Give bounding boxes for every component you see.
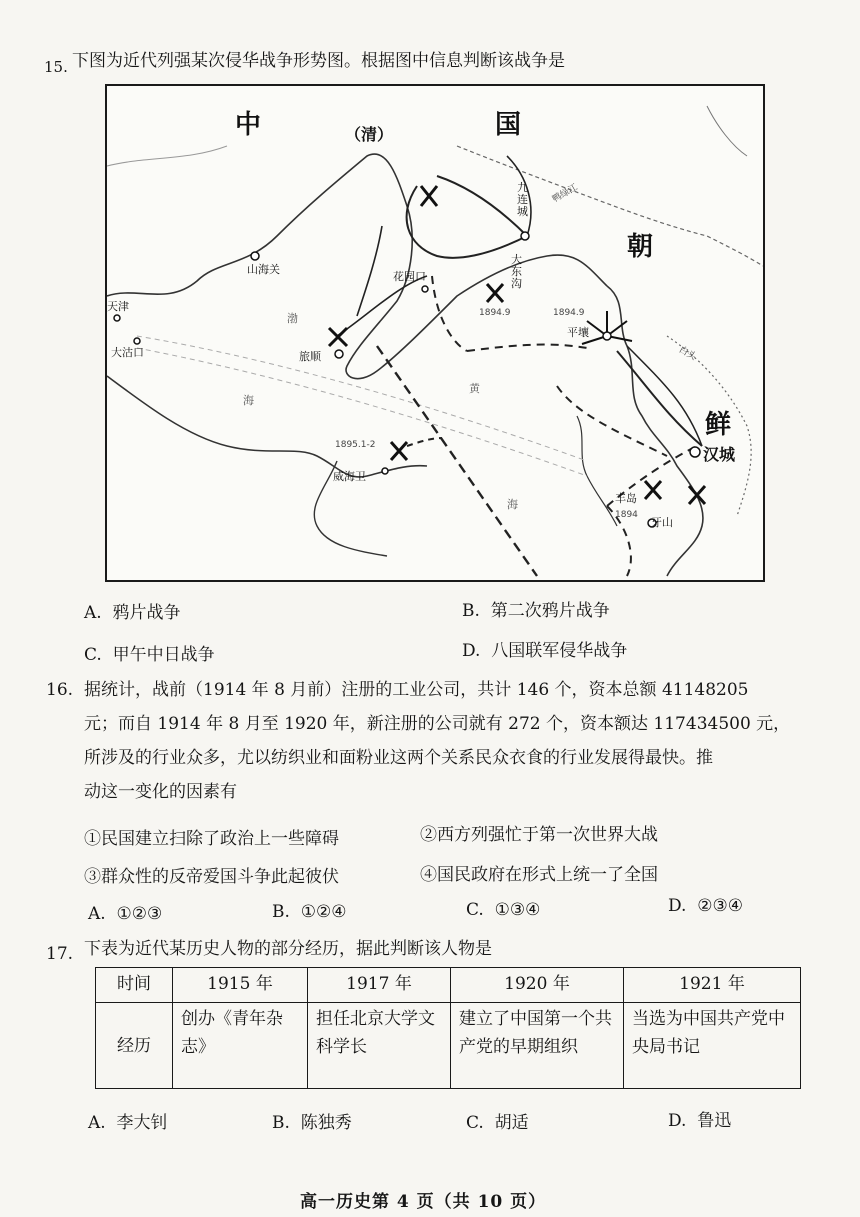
- q15-option-a-text: 鸦片战争: [112, 603, 181, 623]
- q17-option-b[interactable]: [272, 1108, 352, 1133]
- q15-option-c-letter: C.: [84, 645, 102, 665]
- q17-option-c[interactable]: [466, 1108, 529, 1133]
- q15-option-b-text: 第二次鸦片战争: [490, 601, 610, 621]
- war-situation-map: [105, 84, 765, 582]
- q15-option-b-letter: B.: [462, 601, 480, 621]
- q17-option-d-letter: D.: [668, 1111, 687, 1131]
- q16-stem: [84, 673, 804, 809]
- map-label-jiuliancheng: 九连城: [517, 181, 528, 218]
- q16-option-d-text: ②③④: [697, 896, 743, 916]
- table-row: [96, 1003, 801, 1089]
- map-label-weihaiwei: 威海卫: [333, 470, 366, 483]
- map-label-china: 中: [235, 110, 262, 140]
- q17-option-d[interactable]: [668, 1106, 731, 1131]
- map-label-tianjin: 天津: [107, 300, 129, 313]
- map-label-xian: 鲜: [705, 410, 732, 440]
- table-header-cell: 1917 年: [308, 968, 451, 1003]
- q16-option-d-letter: D.: [668, 896, 687, 916]
- q17-stem: 下表为近代某历史人物的部分经历，据此判断该人物是: [84, 939, 492, 959]
- q16-option-a-letter: A.: [88, 904, 106, 924]
- q15-option-a[interactable]: [84, 598, 181, 623]
- map-label-shanhaiguan: 山海关: [247, 263, 280, 276]
- q15-number: 15.: [44, 58, 68, 76]
- q17-option-a-text: 李大钊: [116, 1113, 168, 1133]
- q16-option-c[interactable]: [466, 900, 540, 920]
- q16-number: 16.: [46, 680, 74, 700]
- map-label-pingrang: 平壤: [567, 326, 589, 339]
- q17-option-a-letter: A.: [88, 1113, 106, 1133]
- table-cell: 当选为中国共产党中央局书记: [624, 1003, 801, 1089]
- q16-option-b[interactable]: [272, 902, 346, 922]
- q17-option-a[interactable]: [88, 1108, 168, 1133]
- q15-option-c-text: 甲午中日战争: [112, 645, 215, 665]
- biography-table: [95, 967, 801, 1089]
- q16-line-3: 所涉及的行业众多，尤以纺织业和面粉业这两个关系民众衣食的行业发展得最快。推: [84, 748, 713, 768]
- map-date-weihai: 1895.1-2: [335, 440, 376, 450]
- q16-line-2: 元；而自 1914 年 8 月至 1920 年，新注册的公司就有 272 个，资本额达 117434500 元，: [84, 714, 791, 734]
- q16-option-d[interactable]: [668, 896, 743, 916]
- q17-option-d-text: 鲁迅: [697, 1111, 732, 1131]
- q16-item-1: ①民国建立扫除了政治上一些障碍: [84, 829, 339, 849]
- table-cell: 建立了中国第一个共产党的早期组织: [451, 1003, 624, 1089]
- q16-option-a-text: ①②③: [116, 904, 163, 924]
- q15-option-d[interactable]: [462, 636, 627, 661]
- map-label-yashan: 牙山: [651, 516, 673, 529]
- map-label-fengdao: 丰岛: [615, 492, 637, 505]
- q16-item-3: ③群众性的反帝爱国斗争此起彼伏: [84, 867, 339, 887]
- map-date-fengdao: 1894: [615, 510, 638, 520]
- q15-option-c[interactable]: [84, 640, 215, 665]
- q17-option-c-text: 胡适: [494, 1113, 529, 1133]
- table-header-row: [96, 968, 801, 1003]
- map-date-pingrang: 1894.9: [553, 308, 585, 318]
- table-cell: 创办《青年杂志》: [173, 1003, 308, 1089]
- map-label-yalu: 鸭绿江: [551, 182, 580, 205]
- map-label-baixun: 白头: [676, 344, 698, 363]
- map-date-dadonggou: 1894.9: [479, 308, 511, 318]
- map-label-hancheng: 汉城: [703, 445, 736, 464]
- map-drawing: [107, 86, 763, 580]
- q15-option-b[interactable]: [462, 596, 610, 621]
- q16-item-2: ②西方列强忙于第一次世界大战: [420, 825, 658, 845]
- table-header-cell: 时间: [96, 968, 173, 1003]
- q15-stem: 下图为近代列强某次侵华战争形势图。根据图中信息判断该战争是: [72, 51, 565, 71]
- map-sea-hai2: 海: [507, 498, 518, 511]
- map-sea-huang: 黄: [469, 382, 480, 395]
- q15-option-d-text: 八国联军侵华战争: [491, 641, 628, 661]
- q16-option-b-letter: B.: [272, 902, 290, 922]
- map-label-huayuankou: 花园口: [393, 270, 426, 283]
- map-sea-bo: 渤: [287, 312, 298, 325]
- map-label-qing: （清）: [345, 125, 394, 144]
- q16-line-1: 据统计，战前（1914 年 8 月前）注册的工业公司，共计 146 个，资本总额 41148205: [84, 680, 749, 700]
- page-footer: 高一历史第 4 页（共 10 页）: [300, 1192, 547, 1212]
- table-header-cell: 1915 年: [173, 968, 308, 1003]
- q16-option-c-text: ①③④: [494, 900, 541, 920]
- map-label-dadonggou: 大东沟: [511, 253, 522, 290]
- map-label-guo: 国: [495, 110, 522, 140]
- q17-number: 17.: [46, 944, 74, 964]
- q16-line-4: 动这一变化的因素有: [84, 782, 237, 802]
- map-label-dagukou: 大沽口: [111, 346, 144, 359]
- q17-option-b-text: 陈独秀: [300, 1113, 352, 1133]
- table-cell: 担任北京大学文科学长: [308, 1003, 451, 1089]
- q16-option-c-letter: C.: [466, 900, 484, 920]
- q16-item-4: ④国民政府在形式上统一了全国: [420, 865, 658, 885]
- q16-option-b-text: ①②④: [300, 902, 347, 922]
- table-header-cell: 1921 年: [624, 968, 801, 1003]
- table-header-cell: 1920 年: [451, 968, 624, 1003]
- map-sea-hai: 海: [243, 394, 254, 407]
- q17-option-b-letter: B.: [272, 1113, 290, 1133]
- map-label-lushun: 旅顺: [299, 350, 321, 363]
- table-row-label: 经历: [96, 1003, 173, 1089]
- q15-option-a-letter: A.: [84, 603, 102, 623]
- map-label-chao: 朝: [627, 232, 654, 262]
- q16-option-a[interactable]: [88, 904, 162, 924]
- q15-option-d-letter: D.: [462, 641, 481, 661]
- q17-option-c-letter: C.: [466, 1113, 484, 1133]
